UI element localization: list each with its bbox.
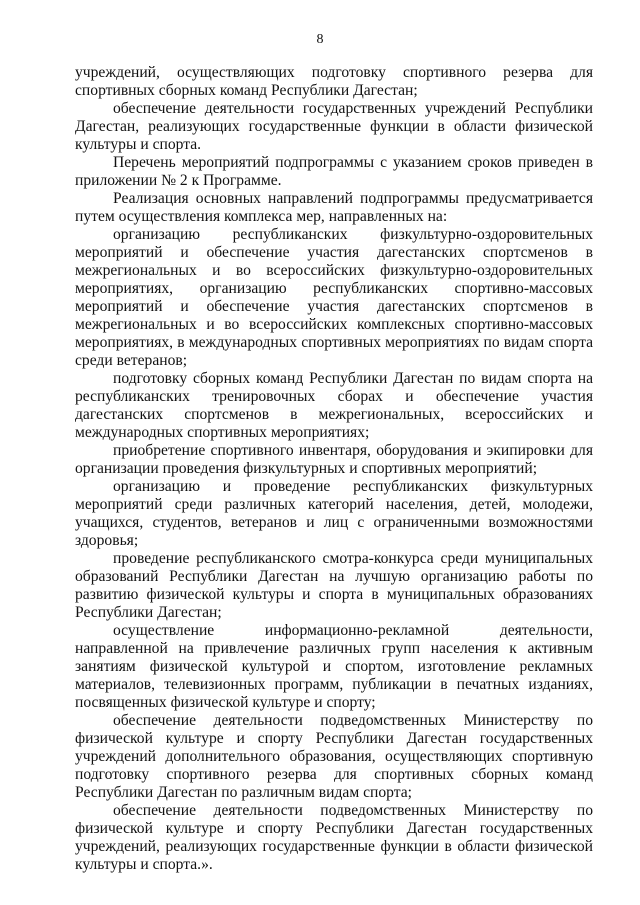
paragraph-5: организацию республиканских физкультурно-оздоровительных мероприятий и обеспечение участия дагестанских спортсменов в межрегиональных и во всероссийских физкультурно-оздоровительных мероприятиях, организацию республиканских спортивно-массовых мероприятий и обеспечение участия дагестанских спортсменов в межрегиональных и во всероссийских комплексных спортивно-массовых мероприятиях, в международных спортивных мероприятиях по видам спорта среди ветеранов; [75, 226, 593, 369]
paragraph-12: обеспечение деятельности подведомственных Министерству по физической культуре и спорту Республики Дагестан государственных учреждений, реализующих государственные функции в области физической культуры и спорта.». [75, 802, 593, 873]
paragraph-3: Перечень мероприятий подпрограммы с указанием сроков приведен в приложении № 2 к Программе. [75, 154, 593, 189]
paragraph-11: обеспечение деятельности подведомственных Министерству по физической культуре и спорту Республики Дагестан государственных учреждений дополнительного образования, осуществляющих спортивную подготовку спортивного резерва для спортивных сборных команд Республики Дагестан по различным видам спорта; [75, 712, 593, 801]
paragraph-2: обеспечение деятельности государственных учреждений Республики Дагестан, реализующих государственные функции в области физической культуры и спорта. [75, 100, 593, 153]
paragraph-7: приобретение спортивного инвентаря, оборудования и экипировки для организации проведения физкультурных и спортивных мероприятий; [75, 442, 593, 477]
paragraph-4: Реализация основных направлений подпрограммы предусматривается путем осуществления комплекса мер, направленных на: [75, 190, 593, 225]
paragraph-8: организацию и проведение республиканских физкультурных мероприятий среди различных категорий населения, детей, молодежи, учащихся, студентов, ветеранов и лиц с ограниченными возможностями здоровья; [75, 478, 593, 549]
paragraph-9: проведение республиканского смотра-конкурса среди муниципальных образований Республики Дагестан на лучшую организацию работы по развитию физической культуры и спорта в муниципальных образованиях Республики Дагестан; [75, 550, 593, 621]
paragraph-1-continuation: учреждений, осуществляющих подготовку спортивного резерва для спортивных сборных команд Республики Дагестан; [75, 64, 593, 99]
page-number: 8 [316, 32, 324, 47]
paragraph-10: осуществление информационно-рекламной деятельности, направленной на привлечение различных групп населения к активным занятиям физической культурой и спортом, изготовление рекламных материалов, телевизионных программ, публикации в печатных изданиях, посвященных физической культуре и спорту; [75, 622, 593, 711]
body-text [75, 64, 593, 874]
paragraph-6: подготовку сборных команд Республики Дагестан по видам спорта на республиканских тренировочных сборах и обеспечение участия дагестанских спортсменов в межрегиональных, всероссийских и международных спортивных мероприятиях; [75, 370, 593, 441]
